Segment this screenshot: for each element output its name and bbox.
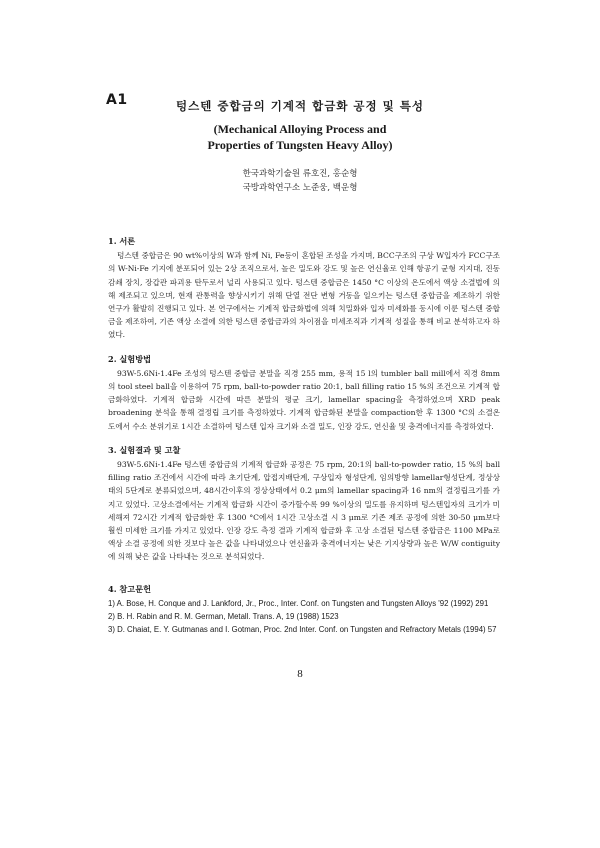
section-heading: 3. 실험결과 및 고찰: [108, 444, 181, 455]
body-text: [108, 235, 500, 636]
page-number: 8: [297, 668, 303, 680]
author-line-2: 국방과학연구소 노준웅, 백운형: [242, 183, 358, 193]
title-korean: 텅스텐 중합금의 기계적 합금화 공정 및 특성: [176, 99, 424, 113]
reference-item: 2) B. H. Rabin and R. M. German, Metall. Trans. A, 19 (1988) 1523: [108, 612, 339, 622]
title-english-line-2: Properties of Tungsten Heavy Alloy): [207, 138, 393, 152]
section-heading: 2. 실험방법: [108, 353, 152, 364]
section-heading: 1. 서론: [108, 236, 136, 246]
section-methods: [108, 353, 500, 433]
section-introduction: [108, 235, 500, 342]
reference-list: [108, 597, 500, 637]
reference-item: 1) A. Bose, H. Conque and J. Lankford, Jr., Proc., Inter. Conf. on Tungsten and Tungsten Alloys '92 (1992) 291: [108, 598, 489, 608]
author-line-1: 한국과학기술원 류호진, 홍순형: [242, 169, 358, 179]
reference-item: 3) D. Chaiat, E. Y. Gutmanas and I. Gotman, Proc. 2nd Inter. Conf. on Tungsten and Refractory Metals (1994) 57: [108, 625, 497, 635]
section-references: [108, 583, 500, 637]
title-english-line-1: (Mechanical Alloying Process and: [213, 122, 387, 136]
section-results: [108, 444, 500, 564]
section-paragraph: 93W-5.6Ni-1.4Fe 텅스텐 중합금의 기계적 합금화 공정은 75 rpm, 20:1의 ball-to-powder ratio, 15 %의 ball filling ratio 조건에서 시간에 따라 초기단계, 압접지배단계, 구상입자 형성단계, 임의방향 lamellar형성단계, 정상상태의 5단계로 분류되었으며, 48시간이후의 정상상태에서 0.2 μm의 lamellar spacing과 16 nm의 결정립크기를 가지고 있었다. 고상소결에서는 기계적 합금화 시간이 증가할수록 99 %이상의 밀도를 유지하며 텅스텐입자의 크기가 미세해져 72시간 기계적 합금화한 후 1300 °C에서 1시간 고상소결 시 3 μm로 기존 제조 공정에 의한 30-50 μm보다 훨씬 미세한 크기를 가지고 있었다. 인장 강도 측정 결과 기계적 합금화 후 고상 소결된 텅스텐 중합금은 1100 MPa로 액상 소결 공정에 의한 것보다 높은 값을 나타내었으나 연신율과 충격에너지는 낮은 기지상량과 높은 W/W contiguity에 의해 낮은 값을 나타내는 것으로 분석되었다.: [108, 460, 500, 562]
paper-code: A1: [106, 92, 128, 108]
author-affiliations: [0, 167, 600, 195]
section-paragraph: 93W-5.6Ni-1.4Fe 조성의 텅스텐 중합금 분말을 직경 255 mm, 용적 15 l의 tumbler ball mill에서 직경 8mm의 tool steel ball을 이용하여 75 rpm, ball-to-powder ratio 20:1, ball filling ratio 15 %의 조건으로 기계적 합금화하였다. 기계적 합금화 시간에 따른 분말의 평균 크기, lamellar spacing을 측정하였으며 XRD peak broadening 분석을 통해 결정립 크기를 측정하였다. 기계적 합금화된 분말을 compaction한 후 1300 °C의 소결온도에서 수소 분위기로 1시간 소결하여 텅스텐 입자 크기와 소결 밀도, 인장 강도, 연신율 및 충격에너지를 측정하였다.: [108, 368, 500, 431]
section-paragraph: 텅스텐 중합금은 90 wt%이상의 W과 함께 Ni, Fe등이 혼합된 조성을 가지며, BCC구조의 구상 W입자가 FCC구조의 W-Ni-Fe 기지에 분포되어 있는 2상 조직으로서, 높은 밀도와 강도 및 높은 연신율로 인해 항공기 균형 지지대, 진동 감쇄 장치, 장갑관 파괴용 탄두로서 널리 사용되고 있다. 텅스텐 중합금은 1450 °C 이상의 온도에서 액상 소결법에 의해 제조되고 있으며, 현재 관통력을 향상시키기 위해 단열 전단 변형 거동을 일으키는 텅스텐 중합금을 제조하기 위한 연구가 활발히 진행되고 있다. 본 연구에서는 기계적 합금화법에 의해 치밀화와 입자 미세화를 동시에 이룬 텅스텐 중합금을 제조하여, 기존 액상 소결에 의한 텅스텐 중합금과의 차이점을 미세조직과 기계적 성질을 통해 비교 분석하고자 하였다.: [108, 251, 500, 340]
title-english: [0, 121, 600, 153]
section-heading: 4. 참고문헌: [108, 583, 152, 594]
